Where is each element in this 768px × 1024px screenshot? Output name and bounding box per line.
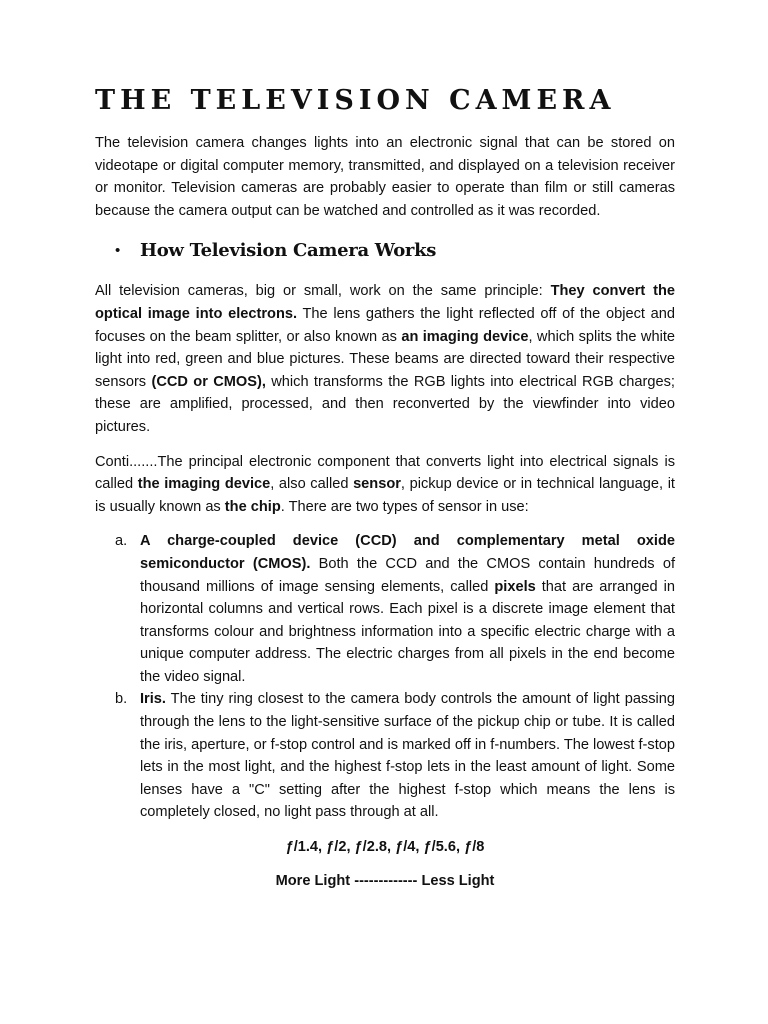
text-run: which transforms the RGB lights into electrical RGB charges; these are amplified, processed, and then reconverted by the viewfinder into video pictures.	[95, 373, 675, 435]
list-item-text	[140, 530, 675, 688]
text-run: Both the CCD and the CMOS contain hundreds of thousand millions of image sensing elements, called	[140, 555, 675, 595]
document-page	[95, 84, 675, 892]
bold-run: an imaging device	[401, 328, 529, 345]
f-stop-values: ƒ/1.4, ƒ/2, ƒ/2.8, ƒ/4, ƒ/5.6, ƒ/8	[285, 839, 485, 856]
imaging-device-paragraph	[95, 451, 675, 519]
text-run: The lens gathers the light reflected off of the object and focuses on the beam splitter, or also known as	[95, 305, 675, 345]
text-run: that are arranged in horizontal columns and vertical rows. Each pixel is a discrete image element that transforms colour and brightness information into a specific electric charge with a unique computer address. The electric charges from all pixels in the end become the video signal.	[140, 578, 675, 685]
list-item-text	[140, 688, 675, 824]
bold-run: the imaging device	[137, 476, 271, 493]
bullet-icon: •	[115, 242, 121, 260]
bold-run: the chip	[224, 498, 281, 515]
bold-run: (CCD or CMOS),	[151, 373, 266, 390]
list-item	[95, 530, 675, 688]
list-marker: b.	[115, 691, 128, 708]
text-run: , pickup device or in technical language, it is usually known as	[95, 476, 675, 515]
bold-run: Iris.	[140, 691, 166, 708]
text-run: , which splits the white light into red, green and blue pictures. These beams are directed toward their respective sensors	[95, 328, 675, 390]
bold-run: A charge-coupled device (CCD) and complementary metal oxide semiconductor (CMOS).	[140, 533, 675, 572]
text-run: , also called	[270, 476, 354, 493]
intro-paragraph: The television camera changes lights into an electronic signal that can be stored on videotape or digital computer memory, transmitted, and displayed on a television receiver or monitor. Television cameras are probably easier to operate than film or still cameras because the camera output can be watched and controlled as it was recorded.	[95, 135, 675, 219]
bold-run: pixels	[494, 578, 536, 595]
text-run: Conti.......The principal electronic component that converts light into electrical signals is called	[95, 453, 675, 493]
how-it-works-paragraph	[95, 280, 675, 438]
section-heading	[95, 236, 675, 270]
list-marker: a.	[115, 533, 128, 550]
bold-run: sensor	[353, 476, 401, 493]
light-scale: More Light ------------- Less Light	[275, 873, 495, 890]
sensor-list	[95, 530, 675, 824]
bold-run: They convert the optical image into electrons.	[95, 283, 675, 322]
text-run: The tiny ring closest to the camera body controls the amount of light passing through the lens to the light-sensitive surface of the pickup chip or tube. It is called the iris, aperture, or f-stop control and is marked off in f-numbers. The lowest f-stop lets in the most light, and the highest f-stop lets in the least amount of light. Some lenses have a "C" setting after the highest f-stop which means the lens is completely closed, no light pass through at all.	[140, 691, 675, 821]
section-heading-text: How Television Camera Works	[140, 240, 437, 262]
text-run: . There are two types of sensor in use:	[280, 498, 529, 515]
page-title: THE TELEVISION CAMERA	[95, 85, 616, 116]
text-run: All television cameras, big or small, work on the same principle:	[95, 283, 551, 300]
list-item	[95, 688, 675, 824]
